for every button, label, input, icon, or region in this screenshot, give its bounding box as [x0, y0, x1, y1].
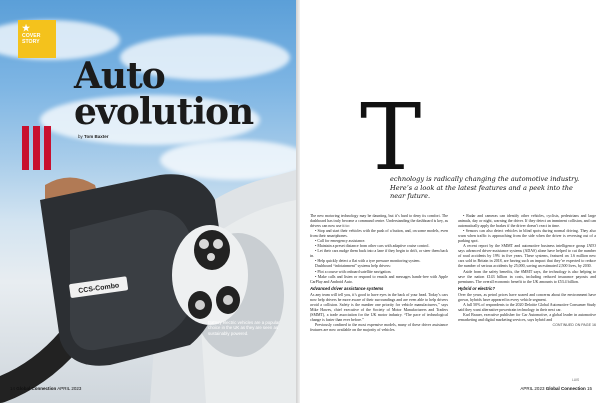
paragraph: The new motoring technology may be daunting, but it’s hard to deny its comfort. The dashboard has truly become a command centre. Understanding the dashboard is key, as drivers can now use it to:: [310, 213, 448, 229]
paragraph: As any team will tell you, it’s good to have eyes in the back of your head. Today’s cars now help drivers be more aware of their surroundings and are even able to help drivers avoid a collision. Safety is the number one priority for vehicle manufacturers,” says Mike Hawes, chief executive of the Society of Motor Manufacturers and Traders (SMMT), a trade association for the UK motor industry. “The pace of technological change is faster than ever before.”: [310, 291, 448, 322]
paragraph: Karl Brauer, executive publisher for Car Automotive, a global leader in automotive remarketing and digital marketing services, says hybrid and: [458, 311, 596, 322]
section-heading: Advanced driver assistance systems: [310, 285, 384, 291]
headline-line1: Auto: [74, 55, 165, 97]
bullet-paragraph: • Make calls and listen or respond to emails and messages hands-free with Apple CarPlay and Android Auto.: [310, 273, 448, 284]
right-page: [300, 0, 600, 403]
cover-story-badge: [18, 20, 56, 58]
section-heading: Hybrid or electric?: [458, 285, 496, 291]
star-icon: ★: [22, 23, 31, 33]
accent-bar: [44, 126, 51, 170]
left-page: [0, 0, 296, 403]
continued-link[interactable]: CONTINUED ON PAGE 16: [552, 322, 596, 327]
folio-page-number: 14: [10, 386, 16, 391]
bullet-paragraph: • Help quickly detect a flat with a tyre pressure monitoring system.: [315, 258, 421, 264]
byline-author: Tom Baxter: [84, 134, 109, 139]
paragraph: A recent report by the SMMT and automotive business intelligence group JATO says advanced driver-assistance systems (ADAS) alone have helped to cut the number of road accidents by 19% in five years. These systems, featured on 1.6 million new cars sold in Britain in 2018, are having such an impact that they’re expected to reduce the number of serious accidents by 25,000, saving an estimated 2,500 lives, by 2030.: [458, 243, 596, 269]
plug-label-text: CCS-Combo: [77, 282, 120, 295]
folio-page-number: 15: [586, 386, 592, 391]
photo-caption: Battery electric vehicles are a popular choice in the UK as they are seen as sustainably powered.: [208, 320, 280, 336]
bullet-paragraph: • Plot a course with onboard satellite navigation.: [315, 268, 392, 274]
standfirst: echnology is radically changing the automotive industry. Here’s a look at the latest features and a peek into the near future.: [390, 175, 580, 201]
bullet-paragraph: • Call for emergency assistance.: [315, 238, 366, 244]
paragraph: Over the years, as petrol prices have soared and concerns about the environment have grown, hybrids have appeared in every vehicle segment.: [458, 291, 596, 302]
paragraph: Dashboard “infotainment” systems help drivers:: [315, 263, 391, 269]
badge-label-line2: STORY: [22, 39, 40, 45]
bullet-paragraph: • Let their cars nudge them back into a lane if they begin to drift, or steer them back in.: [310, 248, 448, 259]
charger-plug-illustration: [0, 140, 296, 403]
red-accent-bars: [22, 126, 52, 170]
folio-right: [520, 386, 592, 391]
bullet-paragraph: • Stop and start their vehicles with the push of a button, and, on some models, even from their smartphones.: [310, 228, 448, 239]
accent-bar: [33, 126, 40, 170]
paragraph: Aside from the safety benefits, the SMMT says, the technology is also helping to save the nation £143 billion in costs, including reduced insurance payouts and premiums. The overall economic benefit to the UK amounts to £53.4 billion.: [458, 268, 596, 284]
drop-cap: T: [360, 84, 422, 191]
folio-left: [10, 386, 81, 391]
page-title: [74, 55, 294, 133]
bullet-paragraph: • Maintain a preset distance from other cars with adaptive cruise control.: [315, 243, 430, 249]
paragraph: Previously confined to the most expensive models, many of these driver assistance features are now available on the majority of vehicles.: [310, 321, 448, 333]
folio-publication: Global Connection: [545, 386, 586, 391]
folio-date: APRIL 2023: [57, 386, 82, 391]
pin-ring-top: [194, 230, 230, 270]
paragraph: A full 50% of respondents to the 2020 Deloitte Global Automotive Consumer Study said they want alternative powertrain technology in their next car.: [458, 301, 596, 312]
folio-publication: Global Connection: [16, 386, 57, 391]
accent-bar: [22, 126, 29, 170]
article-column-1: [310, 213, 448, 373]
article-column-2: [458, 213, 596, 373]
photo-credit: LUIS: [572, 378, 580, 382]
byline-prefix: by: [78, 134, 83, 139]
folio-date: APRIL 2023: [520, 386, 545, 391]
bullet-paragraph: • Sensors can also detect vehicles in blind spots during normal driving. They also warn when traffic is approaching from the side when the driver is reversing out of a parking spot.: [458, 228, 596, 244]
bullet-paragraph: • Radar and cameras can identify other vehicles, cyclists, pedestrians and large animals, day or night, warning the driver. If they detect an imminent collision, and can automatically apply the brakes if the driver doesn’t react in time.: [458, 213, 596, 229]
byline: [78, 134, 108, 139]
headline-line2: evolution: [74, 91, 254, 133]
article-body: [310, 213, 596, 373]
badge-label-line1: COVER: [22, 33, 41, 39]
